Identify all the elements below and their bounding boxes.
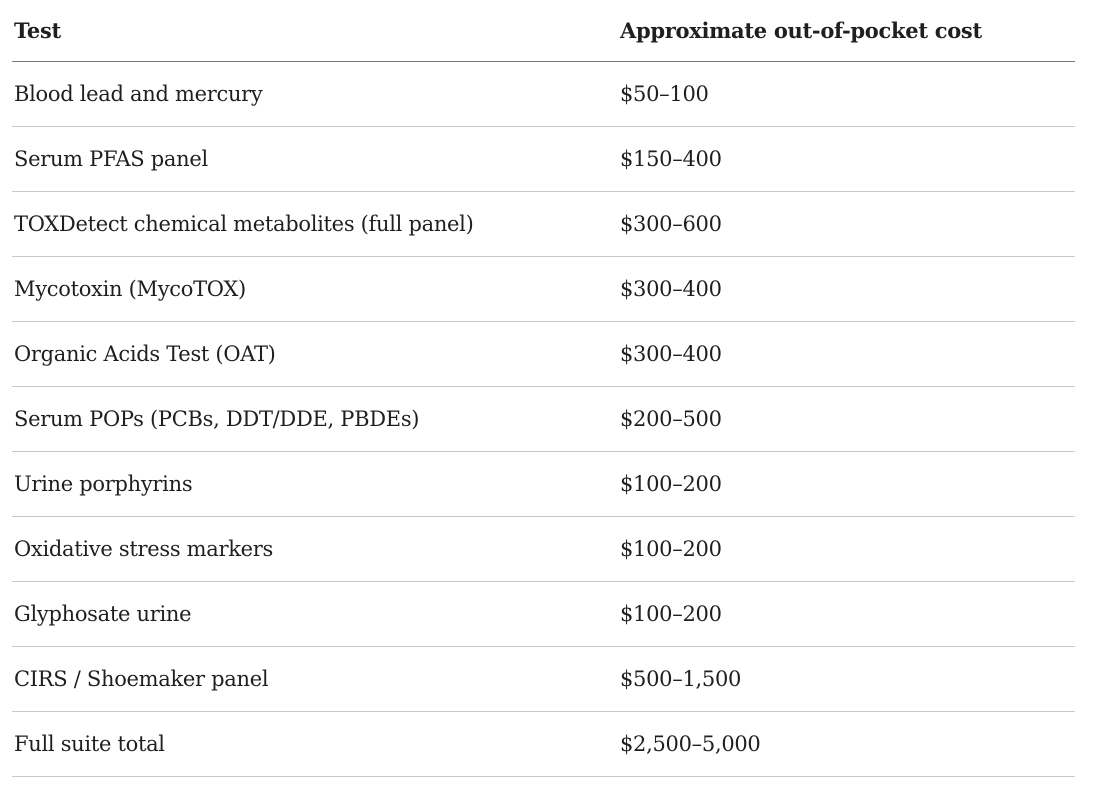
cost-cell: $150–400 — [618, 127, 1075, 192]
test-name-cell: Oxidative stress markers — [12, 517, 618, 582]
cost-cell: $2,500–5,000 — [618, 712, 1075, 777]
table-row — [12, 62, 1075, 127]
test-name-cell: Serum PFAS panel — [12, 127, 618, 192]
cost-cell: $500–1,500 — [618, 647, 1075, 712]
test-name-cell: Glyphosate urine — [12, 582, 618, 647]
cost-cell: $100–200 — [618, 582, 1075, 647]
table-row — [12, 192, 1075, 257]
table-row — [12, 322, 1075, 387]
cost-cell: $100–200 — [618, 517, 1075, 582]
test-name-cell: Mycotoxin (MycoTOX) — [12, 257, 618, 322]
header-row — [12, 0, 1075, 62]
cost-cell: $100–200 — [618, 452, 1075, 517]
test-name-cell: Serum POPs (PCBs, DDT/DDE, PBDEs) — [12, 387, 618, 452]
cost-table-container — [12, 0, 1075, 777]
test-name-cell: CIRS / Shoemaker panel — [12, 647, 618, 712]
test-name-cell: Blood lead and mercury — [12, 62, 618, 127]
test-name-cell: Organic Acids Test (OAT) — [12, 322, 618, 387]
test-name-cell: Full suite total — [12, 712, 618, 777]
cost-cell: $200–500 — [618, 387, 1075, 452]
cost-cell: $300–400 — [618, 257, 1075, 322]
test-name-cell: TOXDetect chemical metabolites (full panel) — [12, 192, 618, 257]
table-row — [12, 257, 1075, 322]
table-row-total — [12, 712, 1075, 777]
test-name-cell: Urine porphyrins — [12, 452, 618, 517]
table-header — [12, 0, 1075, 62]
table-row — [12, 647, 1075, 712]
cost-cell: $300–600 — [618, 192, 1075, 257]
table-row — [12, 517, 1075, 582]
table-row — [12, 452, 1075, 517]
table-row — [12, 387, 1075, 452]
header-cost: Approximate out-of-pocket cost — [618, 0, 1075, 62]
cost-cell: $50–100 — [618, 62, 1075, 127]
table-body — [12, 62, 1075, 777]
table-row — [12, 582, 1075, 647]
cost-table — [12, 0, 1075, 777]
cost-cell: $300–400 — [618, 322, 1075, 387]
header-test: Test — [12, 0, 618, 62]
table-row — [12, 127, 1075, 192]
